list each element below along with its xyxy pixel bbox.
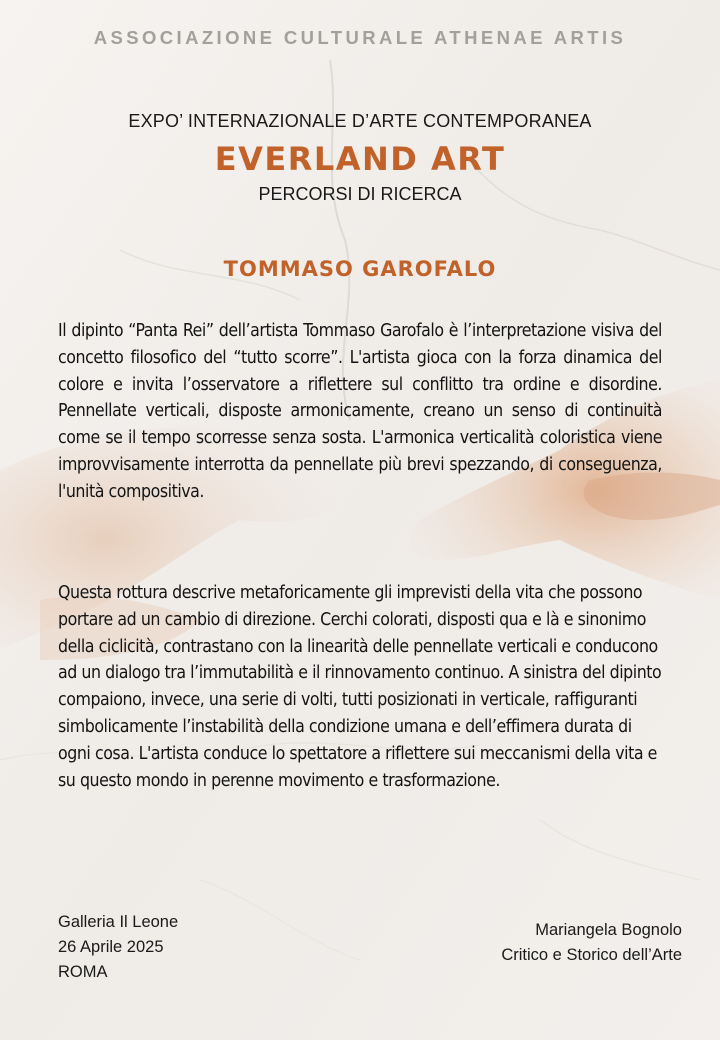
event-title: EVERLAND ART — [214, 140, 506, 178]
critic-signature-block — [501, 918, 682, 968]
venue-name: Galleria Il Leone — [58, 913, 179, 931]
venue-city: ROMA — [58, 963, 108, 981]
critique-paragraph-1: Il dipinto “Panta Rei” dell’artista Tommaso Garofalo è l’interpretazione visiva del concetto filosofico del “tutto scorre”. L'artista gioca con la forza dinamica del colore e invita l’osservatore a riflettere sul conflitto tra ordine e disordine. Pennellate verticali, disposte armonicamente, creano un senso di continuità come se il tempo scorresse senza sosta. L'armonica verticalità coloristica viene improvvisamente interrotta da pennellate più brevi spezzando, di conseguenza, l'unità compositiva. — [58, 321, 662, 502]
artist-name: TOMMASO GAROFALO — [223, 257, 497, 281]
critic-name: Mariangela Bognolo — [535, 921, 682, 939]
event-subtitle: PERCORSI DI RICERCA — [258, 184, 462, 204]
critic-role: Critico e Storico dell’Arte — [501, 946, 682, 964]
association-name: ASSOCIAZIONE CULTURALE ATHENAE ARTIS — [93, 27, 627, 48]
event-date: 26 Aprile 2025 — [58, 938, 164, 956]
expo-heading: EXPO’ INTERNAZIONALE D’ARTE CONTEMPORANEA — [128, 111, 592, 131]
critique-paragraph-2: Questa rottura descrive metaforicamente gli imprevisti della vita che possono portare ad un cambio di direzione. Cerchi colorati, disposti qua e là e sinonimo della ciclicità, contrastano con la linearità delle pennellate verticali e conducono ad un dialogo tra l’immutabilità e il rinnovamento continuo. A sinistra del dipinto compaiono, invece, una serie di volti, tutti posizionati in verticale, raffiguranti simbolicamente l’instabilità della condizione umana e dell’effimera durata di ogni cosa. L'artista conduce lo spettatore a riflettere sui meccanismi della vita e su questo mondo in perenne movimento e trasformazione. — [58, 583, 662, 791]
venue-block — [58, 910, 178, 985]
